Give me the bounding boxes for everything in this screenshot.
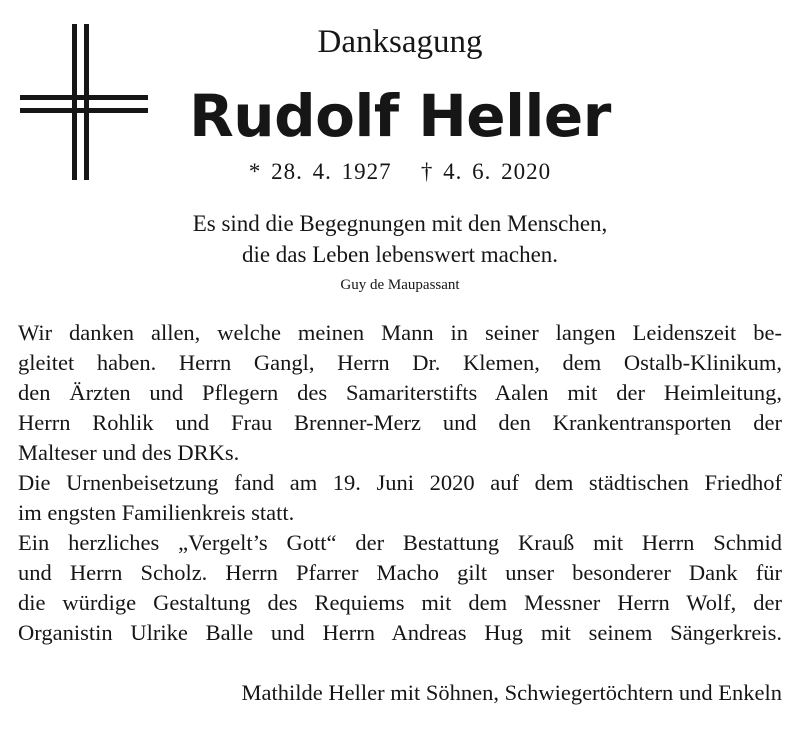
quote-author: Guy de Maupassant bbox=[340, 277, 460, 293]
body-line: Ein herzliches „Vergelt’s Gott“ der Bestattung Krauß mit Herrn Schmid bbox=[18, 530, 782, 555]
body-line: Herrn Rohlik und Frau Brenner-Merz und den Krankentransporten der bbox=[18, 410, 782, 435]
signature: Mathilde Heller mit Söhnen, Schwiegertöchtern und Enkeln bbox=[241, 680, 782, 705]
body-line: Organistin Ulrike Balle und Herrn Andreas Hug mit seinem Sängerkreis. bbox=[18, 620, 782, 645]
body-line: den Ärzten und Pflegern des Samariterstifts Aalen mit der Heimleitung, bbox=[18, 380, 782, 405]
deceased-name: Rudolf Heller bbox=[189, 82, 611, 150]
quote-line-2: die das Leben lebenswert machen. bbox=[241, 242, 559, 267]
notice-title: Danksagung bbox=[317, 24, 483, 60]
body-line: gleitet haben. Herrn Gangl, Herrn Dr. Klemen, dem Ostalb-Klinikum, bbox=[18, 350, 782, 375]
body-line: im engsten Familienkreis statt. bbox=[18, 500, 295, 525]
cross-horizontal-bar-bottom bbox=[20, 108, 148, 113]
cross-vertical-bar-right bbox=[84, 24, 89, 180]
quote-line-1: Es sind die Begegnungen mit den Menschen, bbox=[192, 211, 608, 236]
cross-horizontal-bar-top bbox=[20, 95, 148, 100]
body-line: die würdige Gestaltung des Requiems mit dem Messner Herrn Wolf, der bbox=[18, 590, 782, 615]
body-line: Wir danken allen, welche meinen Mann in seiner langen Leidenszeit be- bbox=[18, 320, 782, 345]
cross-vertical-bar-left bbox=[72, 24, 77, 180]
body-line: und Herrn Scholz. Herrn Pfarrer Macho gilt unser besonderer Dank für bbox=[18, 560, 782, 585]
cross-icon bbox=[20, 24, 150, 184]
body-line: Malteser und des DRKs. bbox=[18, 440, 240, 465]
thank-you-text bbox=[18, 318, 782, 648]
body-line: Die Urnenbeisetzung fand am 19. Juni 2020 auf dem städtischen Friedhof bbox=[18, 470, 782, 495]
life-dates: * 28. 4. 1927 † 4. 6. 2020 bbox=[248, 159, 552, 184]
